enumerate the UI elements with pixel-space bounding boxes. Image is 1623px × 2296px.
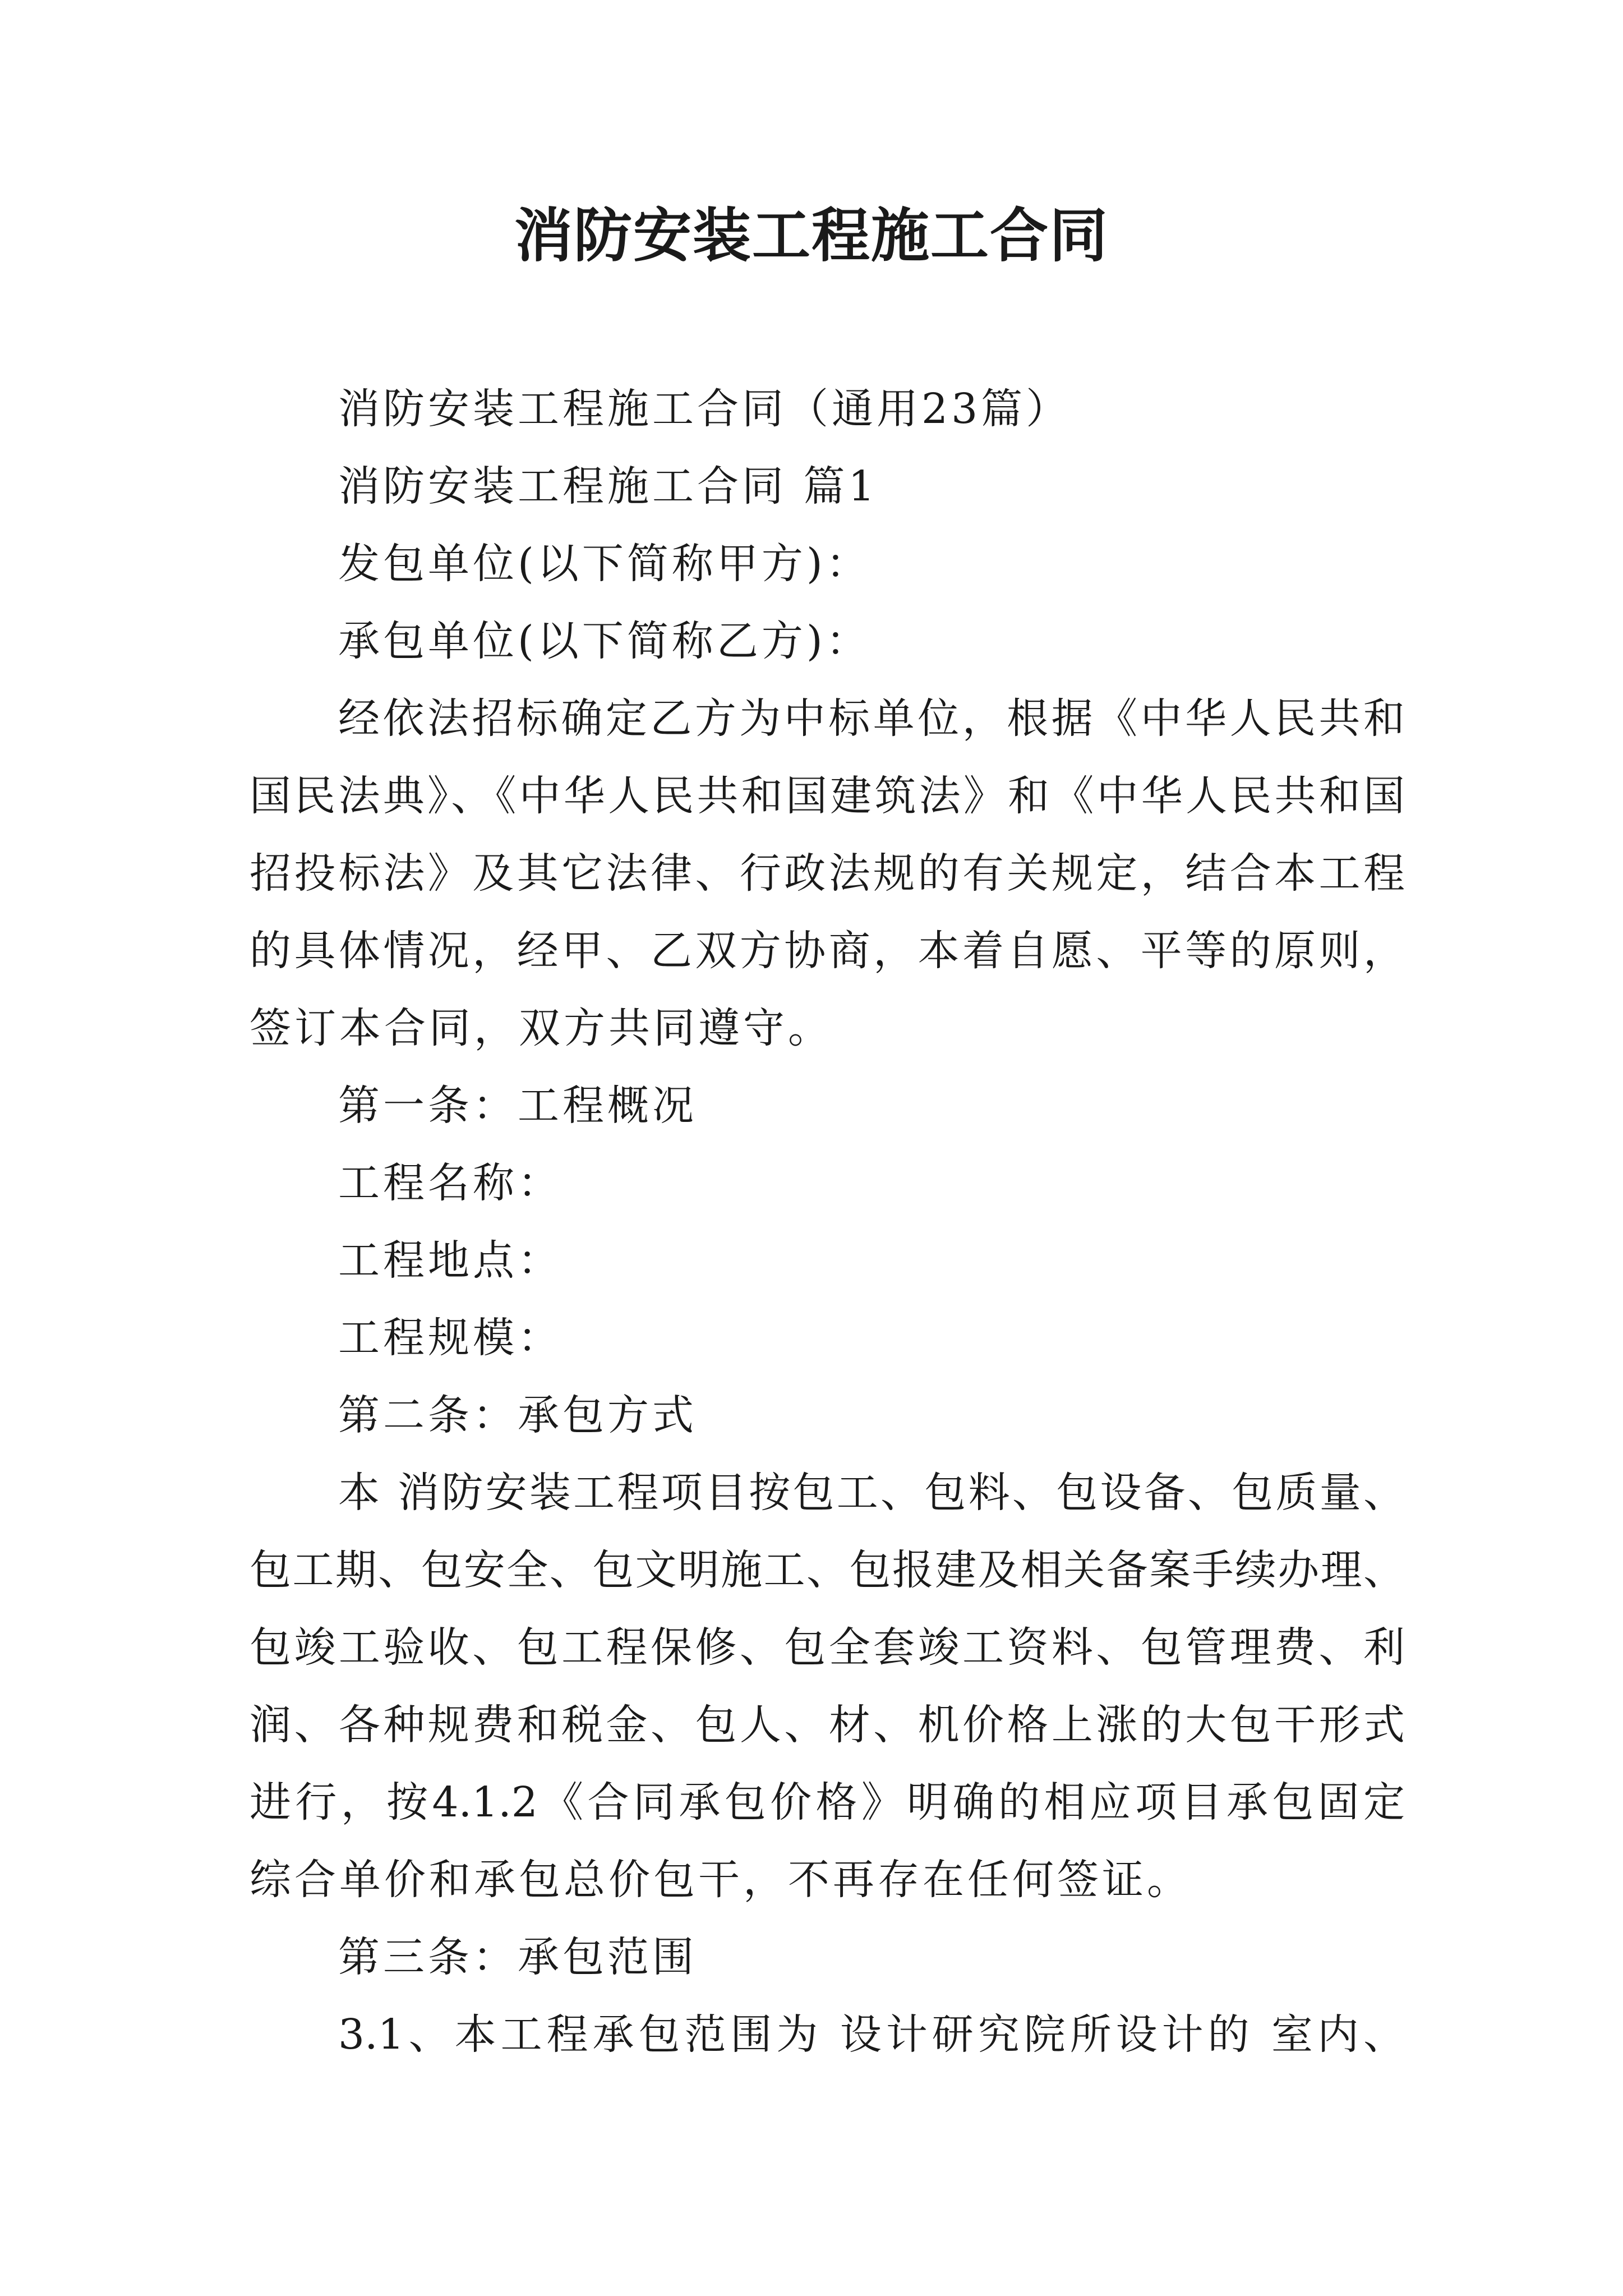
- article-heading: 第一条：工程概况: [338, 1082, 697, 1130]
- paragraph-line: 招投标法》及其它法律、行政法规的有关规定，结合本工程: [250, 849, 1405, 898]
- article-heading: 第三条：承包范围: [338, 1933, 697, 1981]
- article-heading: 第二条：承包方式: [338, 1391, 697, 1439]
- party-b-line: 承包单位(以下简称乙方)：: [338, 617, 871, 665]
- paragraph-line: 润、各种规费和税金、包人、材、机价格上涨的大包干形式: [250, 1701, 1405, 1749]
- paragraph-line: 的具体情况，经甲、乙双方协商，本着自愿、平等的原则，: [250, 927, 1405, 975]
- paragraph-line: 签订本合同，双方共同遵守。: [250, 1004, 833, 1052]
- paragraph-line: 国民法典》、《中华人民共和国建筑法》和《中华人民共和国: [250, 772, 1405, 820]
- paragraph-line: 综合单价和承包总价包干，不再存在任何签证。: [250, 1856, 1192, 1904]
- paragraph-line: 3.1、本工程承包范围为 设计研究院所设计的 室内、: [338, 2010, 1405, 2059]
- paragraph-line: 进行，按4.1.2《合同承包价格》明确的相应项目承包固定: [250, 1778, 1405, 1826]
- section-heading-piece-1: 消防安装工程施工合同 篇1: [338, 462, 878, 510]
- paragraph-line: 本 消防安装工程项目按包工、包料、包设备、包质量、: [338, 1469, 1405, 1517]
- paragraph-line: 经依法招标确定乙方为中标单位，根据《中华人民共和: [338, 694, 1405, 743]
- document-title: 消防安装工程施工合同: [514, 201, 1109, 270]
- paragraph-line: 包竣工验收、包工程保修、包全套竣工资料、包管理费、利: [250, 1623, 1405, 1672]
- field-label-project-scale: 工程规模：: [338, 1314, 562, 1362]
- document-body: [250, 370, 1405, 2073]
- subtitle-line: 消防安装工程施工合同（通用23篇）: [338, 385, 1071, 433]
- paragraph-line: 包工期、包安全、包文明施工、包报建及相关备案手续办理、: [250, 1546, 1405, 1594]
- field-label-project-location: 工程地点：: [338, 1236, 562, 1285]
- party-a-line: 发包单位(以下简称甲方)：: [338, 540, 871, 588]
- field-label-project-name: 工程名称：: [338, 1159, 562, 1207]
